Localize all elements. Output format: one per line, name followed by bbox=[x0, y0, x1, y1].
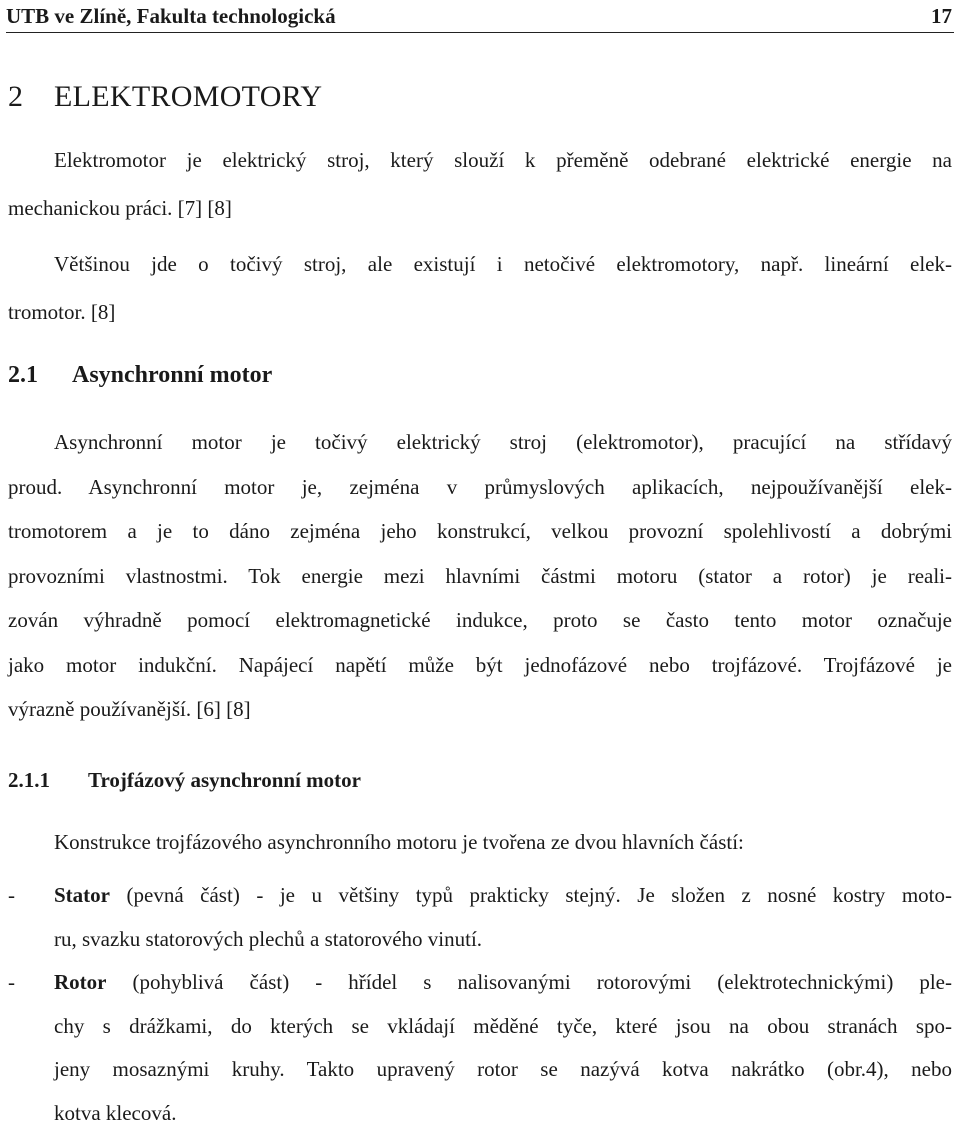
list-item-line: jeny mosaznými kruhy. Takto upravený rotor se nazývá kotva nakrátko (obr.4), nebo bbox=[54, 1048, 952, 1092]
paragraph-line: tromotor. [8] bbox=[8, 288, 952, 336]
list-item-line: ru, svazku statorových plechů a statorového vinutí. bbox=[54, 918, 952, 962]
section-heading bbox=[8, 362, 272, 389]
list-term: Rotor bbox=[54, 970, 106, 994]
section-title: Asynchronní motor bbox=[72, 362, 272, 388]
section-number: 2.1 bbox=[8, 362, 72, 389]
paragraph-line: Elektromotor je elektrický stroj, který slouží k přeměně odebrané elektrické energie na bbox=[8, 136, 952, 184]
section-paragraph bbox=[8, 420, 952, 732]
intro-paragraph-1 bbox=[8, 136, 952, 232]
header-institution: UTB ve Zlíně, Fakulta technologická bbox=[6, 4, 336, 29]
paragraph-line: proud. Asynchronní motor je, zejména v průmyslových aplikacích, nejpoužívanější elek- bbox=[8, 465, 952, 510]
subsection-heading bbox=[8, 768, 361, 793]
paragraph-line: jako motor indukční. Napájecí napětí může být jednofázové nebo trojfázové. Trojfázové je bbox=[8, 643, 952, 688]
subsection-number: 2.1.1 bbox=[8, 768, 88, 793]
list-item-rotor bbox=[8, 961, 952, 1135]
list-item-line: kotva klecová. bbox=[54, 1092, 952, 1135]
chapter-heading bbox=[8, 80, 322, 114]
list-dash: - bbox=[8, 961, 28, 1005]
parts-list bbox=[8, 874, 952, 1135]
paragraph-line: Většinou jde o točivý stroj, ale existují i netočivé elektromotory, např. lineární elek- bbox=[8, 240, 952, 288]
chapter-title: ELEKTROMOTORY bbox=[54, 80, 322, 113]
paragraph-line: zován výhradně pomocí elektromagnetické indukce, proto se často tento motor označuje bbox=[8, 598, 952, 643]
list-item-stator bbox=[8, 874, 952, 961]
subsection-title: Trojfázový asynchronní motor bbox=[88, 768, 361, 792]
list-text: (pohyblivá část) - hřídel s nalisovanými rotorovými (elektrotechnickými) ple- bbox=[106, 970, 952, 994]
page-number: 17 bbox=[931, 4, 952, 29]
list-dash: - bbox=[8, 874, 28, 918]
paragraph-line: Asynchronní motor je točivý elektrický stroj (elektromotor), pracující na střídavý bbox=[8, 420, 952, 465]
running-header bbox=[6, 0, 954, 33]
paragraph-line: mechanickou práci. [7] [8] bbox=[8, 184, 952, 232]
chapter-number: 2 bbox=[8, 80, 54, 114]
intro-paragraph-2 bbox=[8, 240, 952, 336]
list-text: (pevná část) - je u většiny typů prakticky stejný. Je složen z nosné kostry moto- bbox=[110, 883, 952, 907]
list-item-first-line bbox=[54, 961, 952, 1005]
list-item-line: chy s drážkami, do kterých se vkládají měděné tyče, které jsou na obou stranách spo- bbox=[54, 1005, 952, 1049]
paragraph-line: tromotorem a je to dáno zejména jeho konstrukcí, velkou provozní spolehlivostí a dobrými bbox=[8, 509, 952, 554]
list-item-first-line bbox=[54, 874, 952, 918]
paragraph-line: Konstrukce trojfázového asynchronního motoru je tvořena ze dvou hlavních částí: bbox=[8, 818, 952, 866]
paragraph-line: provozními vlastnostmi. Tok energie mezi hlavními částmi motoru (stator a rotor) je reali- bbox=[8, 554, 952, 599]
subsection-paragraph bbox=[8, 818, 952, 866]
list-term: Stator bbox=[54, 883, 110, 907]
paragraph-line: výrazně používanější. [6] [8] bbox=[8, 687, 952, 732]
